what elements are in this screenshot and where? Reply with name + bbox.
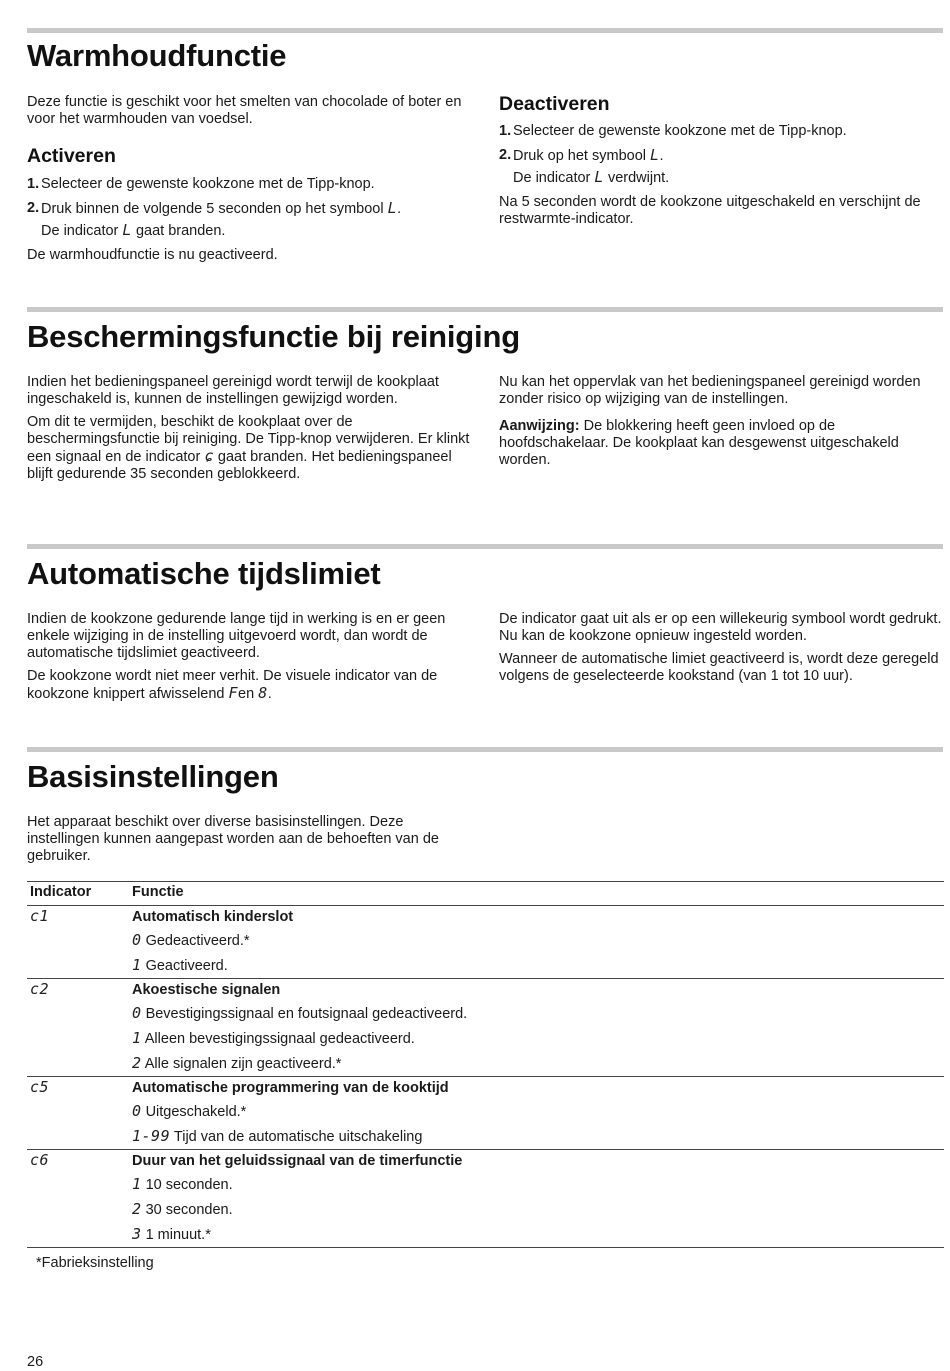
section-title: Automatische tijdslimiet [27,556,381,591]
option-code: 0 [132,1101,142,1120]
flash-f-icon: F [228,684,239,702]
section-title: Beschermingsfunctie bij reiniging [27,319,520,354]
deactivate-step-1: 1. Selecteer de gewenste kookzone met de Tipp-knop. [499,123,847,139]
cleaning-note: Aanwijzing: De blokkering heeft geen invloed op de hoofdschakelaar. De kookplaat kan desgewenst uitgeschakeld worden. [499,418,899,468]
warm-intro: Deze functie is geschikt voor het smelten van chocolade of boter en voor het warmhouden van voedsel. [27,94,462,127]
timelimit-left-column [27,611,472,709]
table-row [27,1001,944,1026]
keep-warm-symbol-icon: L [387,199,398,217]
cleaning-p2: Om dit te vermijden, beschikt de kookplaat over de beschermingsfunctie bij reiniging. De Tipp-knop verwijderen. Er klinkt een signaal en de indicator ɕ gaat branden. Het bedieningspaneel blijft gedurende 35 seconden geblokkeerd. [27,414,470,482]
option-code: 2 [132,1199,142,1218]
table-row [27,1150,944,1173]
option-text: Alleen bevestigingssignaal gedeactiveerd. [144,1030,415,1047]
header-indicator: Indicator [27,882,129,906]
page-number: 26 [27,1354,44,1370]
section-title: Warmhoudfunctie [27,38,287,73]
basic-intro-column [27,814,467,871]
indicator-code: c5 [30,1078,50,1096]
section-basic [27,747,943,864]
cleaning-p1: Indien het bedieningspaneel gereinigd wordt terwijl de kookplaat ingeschakeld is, kunnen de instellingen gewijzigd worden. [27,374,439,407]
function-name: Automatische programmering van de kooktijd [129,1077,944,1100]
timelimit-p4: Wanneer de automatische limiet geactiveerd is, wordt deze geregeld volgens de geselecteerde kookstand (van 1 tot 10 uur). [499,651,939,684]
function-name: Akoestische signalen [129,979,944,1002]
activate-step-1: 1. Selecteer de gewenste kookzone met de Tipp-knop. [27,176,375,192]
section-title: Basisinstellingen [27,759,279,794]
footnote: *Fabrieksinstelling [36,1255,154,1271]
option-text: 1 minuut.* [145,1226,211,1243]
indicator-code: c6 [30,1151,50,1169]
option-text: Tijd van de automatische uitschakeling [173,1128,423,1145]
table-row [27,1051,944,1077]
section-warmhoud [27,28,943,263]
section-rule [27,747,943,752]
indicator-code: c1 [30,907,50,925]
keep-warm-symbol-icon: L [650,146,660,164]
section-rule [27,28,943,33]
timelimit-p3: De indicator gaat uit als er op een willekeurig symbool wordt gedrukt. Nu kan de kookzone opnieuw ingesteld worden. [499,611,942,644]
option-text: 30 seconden. [145,1201,233,1218]
function-name: Automatisch kinderslot [129,906,944,929]
option-text: Gedeactiveerd.* [145,932,250,949]
keep-warm-indicator-icon: L [594,168,604,186]
basic-intro: Het apparaat beschikt over diverse basisinstellingen. Deze instellingen kunnen aangepast worden aan de behoeften van de gebruiker. [27,814,439,864]
deactivate-step-2-result: De indicator L verdwijnt. [513,168,670,186]
note-label: Aanwijzing: [499,418,580,434]
table-row [27,1172,944,1197]
activate-step-2-result: De indicator L gaat branden. [41,221,226,239]
option-code: 1 [132,1028,142,1047]
activate-step-2: 2. Druk binnen de volgende 5 seconden op het symbool L. [27,199,402,217]
table-row [27,906,944,929]
function-name: Duur van het geluidssignaal van de timerfunctie [129,1150,944,1173]
timelimit-right-column [499,611,944,691]
deactivate-step-2: 2. Druk op het symbool L. [499,146,664,164]
table-row [27,928,944,953]
option-code: 1-99 [132,1126,171,1145]
option-code: 2 [132,1053,142,1072]
activate-heading: Activeren [27,145,116,167]
option-code: 1 [132,1174,142,1193]
table-row [27,1124,944,1150]
flash-8-icon: 8 [258,684,268,702]
option-code: 3 [132,1224,142,1243]
table-row [27,1222,944,1248]
cleaning-left-column [27,374,472,489]
timelimit-p1: Indien de kookzone gedurende lange tijd in werking is en er geen enkele wijziging in de instelling uitgevoerd wordt, dan wordt de automatische tijdslimiet geactiveerd. [27,611,446,661]
keep-warm-indicator-icon: L [122,221,132,239]
table-row [27,1197,944,1222]
header-function: Functie [129,882,944,906]
section-cleaning [27,307,943,482]
option-code: 0 [132,1003,142,1022]
option-text: Alle signalen zijn geactiveerd.* [144,1055,342,1072]
table-row [27,1099,944,1124]
option-text: 10 seconden. [145,1176,233,1193]
warm-left-column [27,94,472,270]
section-timelimit [27,544,943,702]
table-row [27,1077,944,1100]
table-body [27,906,944,1248]
table-row [27,979,944,1002]
cleaning-right-column [499,374,944,475]
activate-result: De warmhoudfunctie is nu geactiveerd. [27,247,278,263]
cleaning-p3: Nu kan het oppervlak van het bedieningspaneel gereinigd worden zonder risico op wijziging van de instellingen. [499,374,921,407]
table-row [27,1026,944,1051]
section-rule [27,307,943,312]
timelimit-p2: De kookzone wordt niet meer verhit. De visuele indicator van de kookzone knippert afwisselend Fen 8. [27,668,438,702]
deactivate-heading: Deactiveren [499,93,610,115]
option-text: Uitgeschakeld.* [145,1103,247,1120]
option-text: Bevestigingssignaal en foutsignaal gedeactiveerd. [145,1005,468,1022]
option-code: 1 [132,955,142,974]
settings-table [27,881,944,1248]
option-text: Geactiveerd. [145,957,228,974]
table-header-row [27,882,944,906]
indicator-code: c2 [30,980,50,998]
table-row [27,953,944,979]
cleaning-lock-icon: ɕ [204,447,214,465]
deactivate-result: Na 5 seconden wordt de kookzone uitgeschakeld en verschijnt de restwarmte-indicator. [499,194,921,227]
option-code: 0 [132,930,142,949]
section-rule [27,544,943,549]
warm-right-column [499,92,944,234]
